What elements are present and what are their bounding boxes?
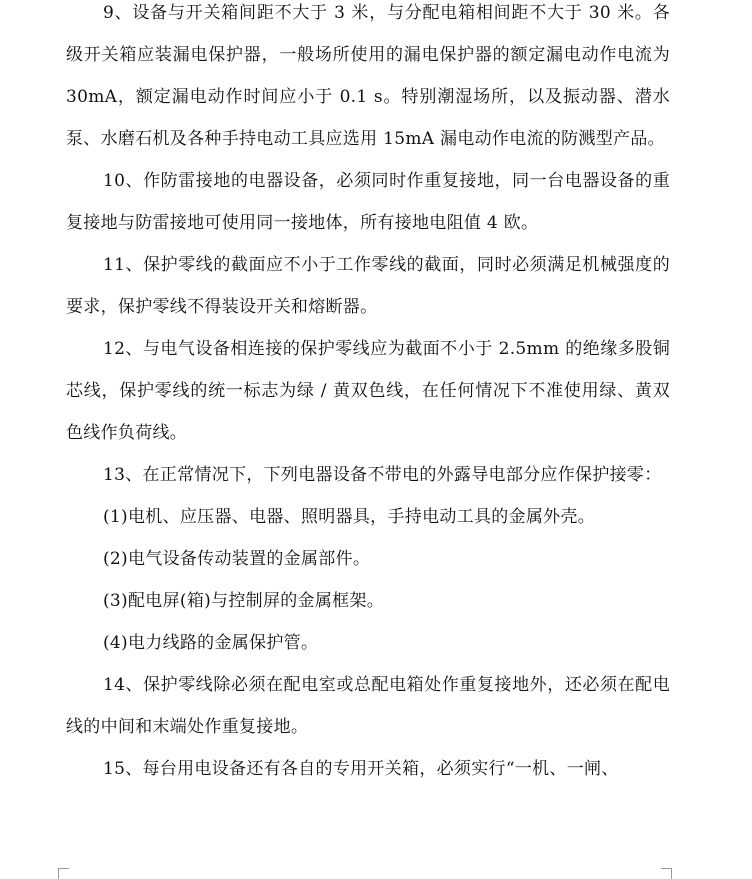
page-corner-mark-left [58, 868, 69, 879]
paragraph-item-12: 12、与电气设备相连接的保护零线应为截面不小于 2.5mm 的绝缘多股铜芯线，保护零线的统一标志为绿 / 黄双色线，在任何情况下不准使用绿、黄双色线作负荷线。 [66, 339, 670, 443]
paragraph-item-9: 9、设备与开关箱间距不大于 3 米，与分配电箱相间距不大于 30 米。各级开关箱应装漏电保护器，一般场所使用的漏电保护器的额定漏电动作电流为 30mA，额定漏电动作时间应小于 0.1 s。特别潮湿场所，以及振动器、潜水泵、水磨石机及各种手持电动工具应选用 15mA 漏电动作电流的防溅型产品。 [66, 3, 670, 149]
paragraph-item-13: 13、在正常情况下，下列电器设备不带电的外露导电部分应作保护接零： [103, 465, 662, 485]
paragraph-item-14: 14、保护零线除必须在配电室或总配电箱处作重复接地外，还必须在配电线的中间和末端处作重复接地。 [66, 675, 670, 737]
document-body [66, 0, 670, 790]
list-item-1: (1)电机、应压器、电器、照明器具，手持电动工具的金属外壳。 [103, 507, 596, 527]
paragraph-item-15: 15、每台用电设备还有各自的专用开关箱，必须实行“一机、一闸、 [103, 759, 619, 779]
page-corner-mark-right [661, 868, 672, 879]
paragraph-item-10: 10、作防雷接地的电器设备，必须同时作重复接地，同一台电器设备的重复接地与防雷接地可使用同一接地体，所有接地电阻值 4 欧。 [66, 171, 670, 233]
paragraph-item-11: 11、保护零线的截面应不小于工作零线的截面，同时必须满足机械强度的要求，保护零线不得装设开关和熔断器。 [66, 255, 670, 317]
list-item-4: (4)电力线路的金属保护管。 [103, 633, 319, 653]
list-item-3: (3)配电屏(箱)与控制屏的金属框架。 [103, 591, 385, 611]
list-item-2: (2)电气设备传动装置的金属部件。 [103, 549, 371, 569]
